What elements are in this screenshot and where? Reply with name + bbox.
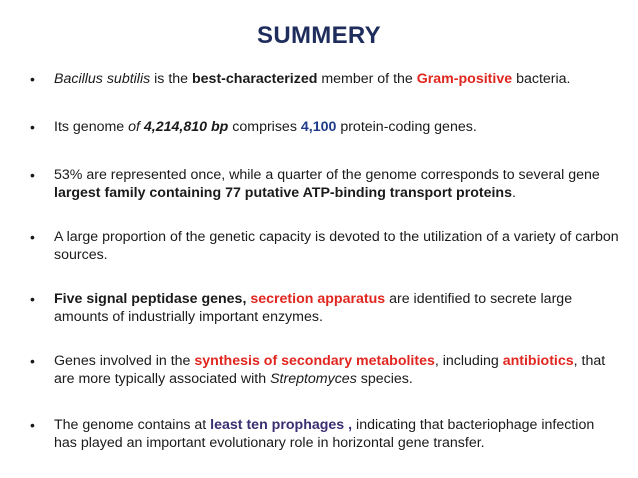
slide-title: SUMMERY [257,22,381,49]
bullet-marker: • [30,417,35,433]
bullet-marker: • [30,167,35,183]
bullet-text [54,70,620,88]
genome-size: 4,214,810 bp [143,119,229,135]
text-span: , that are more typically associated with [54,353,606,387]
bullet-item-2 [30,118,620,136]
bullet-item-3 [30,166,620,202]
species-name: Streptomyces [270,371,357,387]
text-span: protein-coding genes. [336,119,477,135]
highlight-red: synthesis of secondary metabolites [194,353,435,369]
bullet-text [54,166,620,202]
bullet-text [54,416,620,452]
text-span: comprises [228,119,301,135]
text-span: are identified to secrete large amounts of industrially important enzymes. [54,291,573,325]
bullet-text [54,352,620,388]
highlight-red: Gram-positive [416,71,513,87]
bullet-marker: • [30,291,35,307]
text-span: The genome contains at [54,417,211,433]
bullet-item-6 [30,352,620,388]
emphasis: largest family containing 77 putative ATP-binding transport proteins [54,185,512,201]
text-span: . [512,185,516,201]
text-span: species. [356,371,413,387]
text-span: is the [150,71,192,87]
bullet-marker: • [30,229,35,245]
highlight-purple: least ten prophages , [210,417,353,433]
highlight-red: antibiotics [502,353,574,369]
highlight-red: secretion apparatus [250,291,386,307]
bullet-marker: • [30,353,35,369]
bullet-marker: • [30,71,35,87]
text-span: 53% are represented once, while a quarter of the genome corresponds to several gene [54,167,600,183]
gene-count: 4,100 [300,119,337,135]
bullet-marker: • [30,119,35,135]
bullet-item-1 [30,70,620,88]
text-span: , including [434,353,503,369]
species-name: Bacillus subtilis [54,71,151,87]
text-span: indicating that bacteriophage infection has played an important evolutionary role in horizontal gene transfer. [54,417,595,451]
text-span: bacteria. [512,71,571,87]
bullet-text [54,118,620,136]
text-span: Its genome [54,119,129,135]
emphasis: Five signal peptidase genes, [54,291,251,307]
emphasis: best-characterized [192,71,318,87]
text-span: member of the [317,71,417,87]
bullet-item-5 [30,290,620,326]
text-span: of [128,119,144,135]
text-span: Genes involved in the [54,353,195,369]
bullet-item-4 [30,228,620,264]
bullet-item-7 [30,416,620,452]
bullet-text [54,290,620,326]
bullet-text: A large proportion of the genetic capacity is devoted to the utilization of a variety of carbon sources. [54,229,619,263]
